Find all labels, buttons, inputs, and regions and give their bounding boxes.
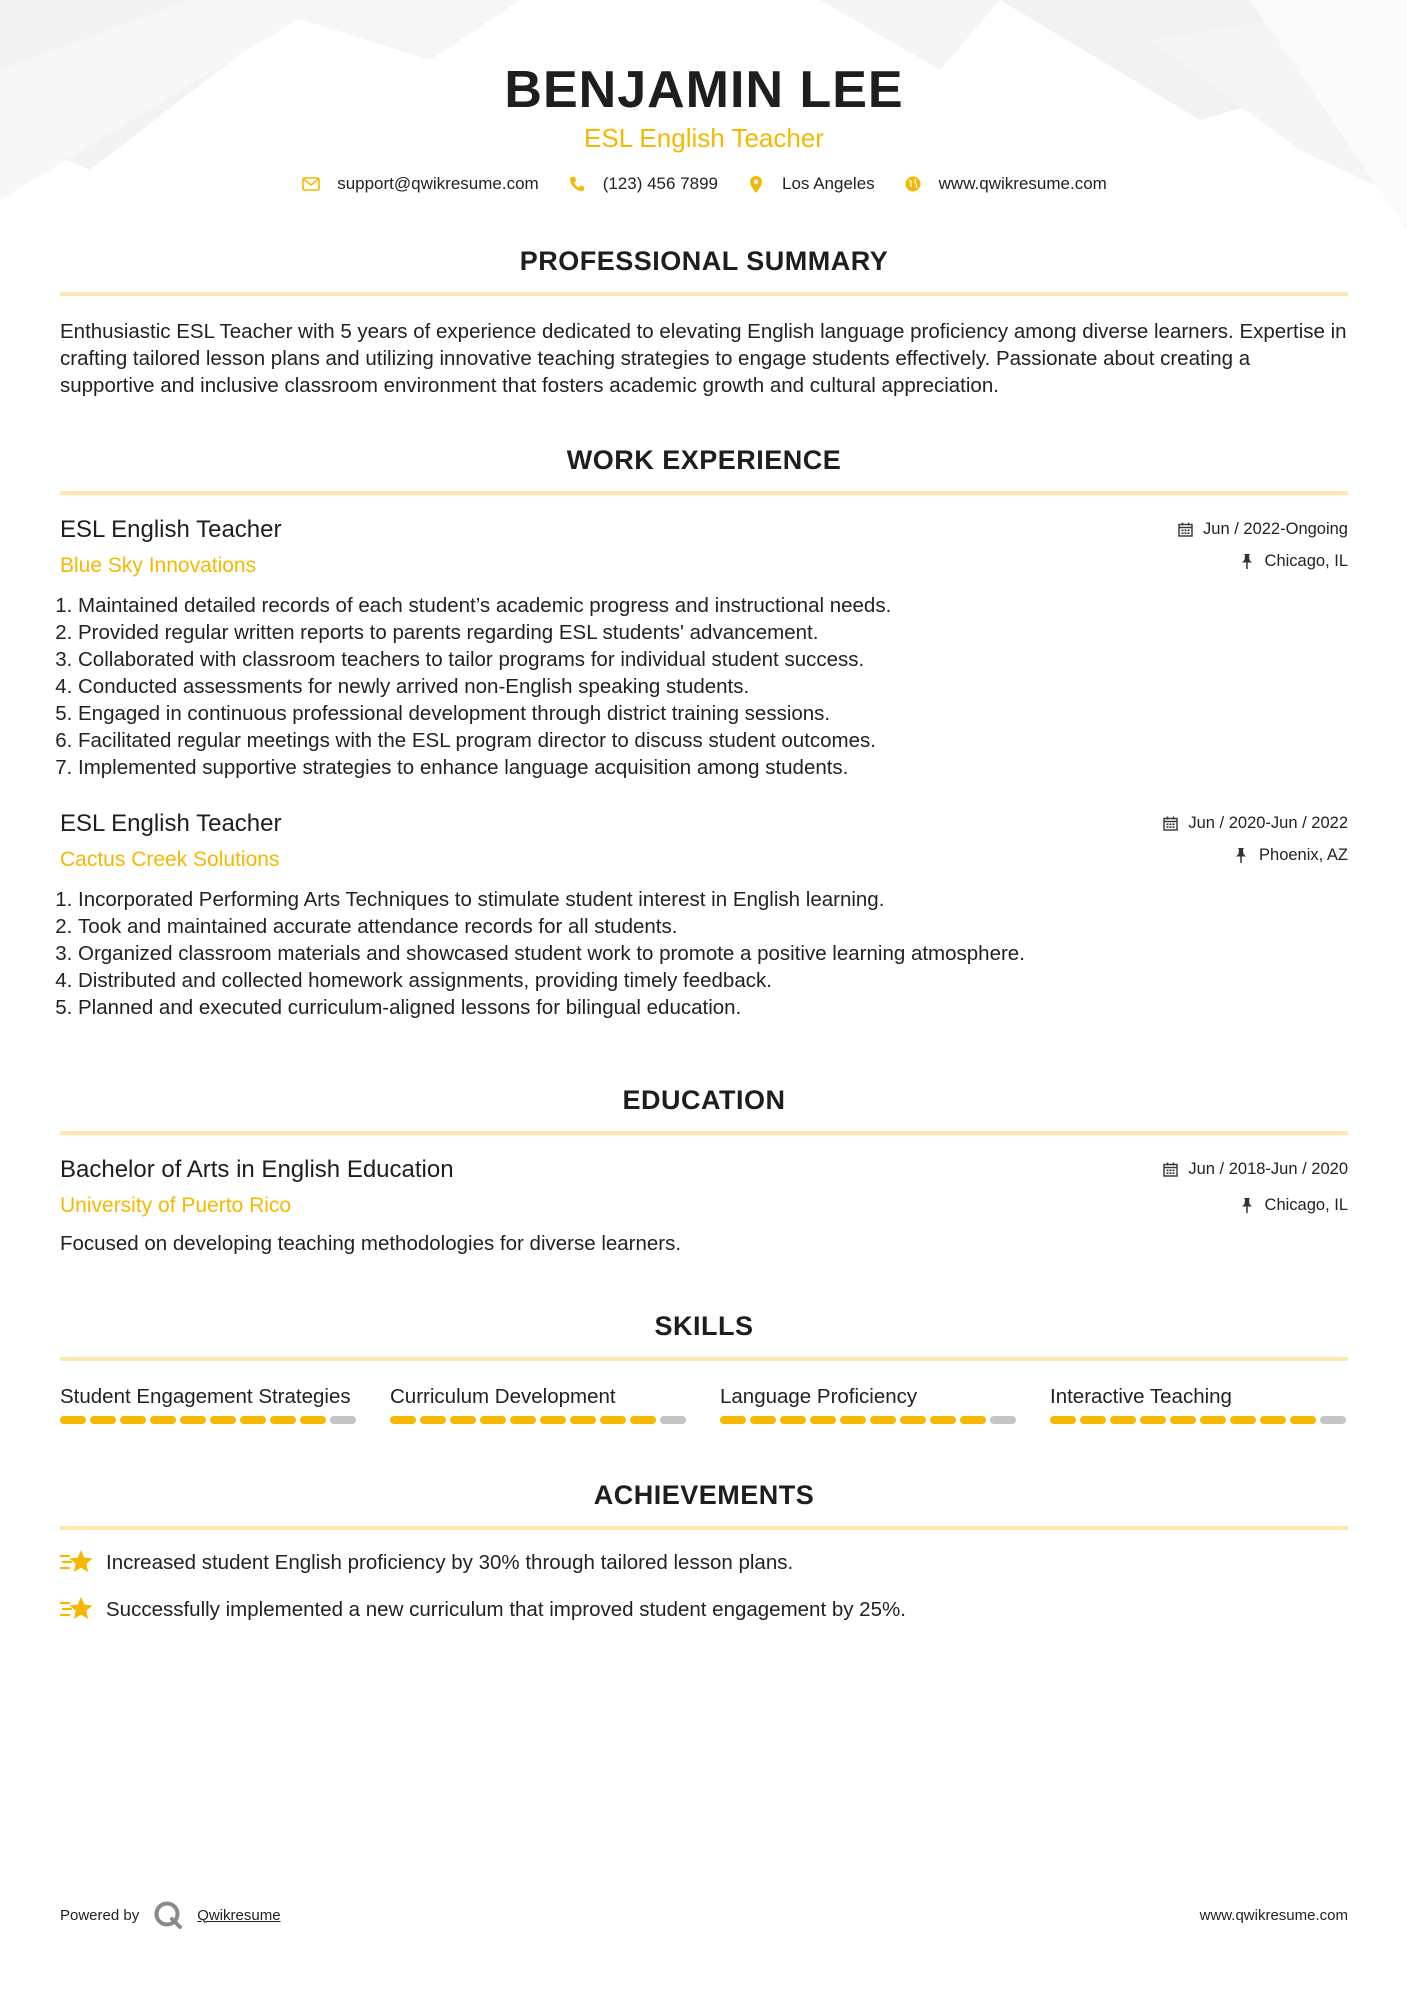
skill-segment-filled [1260,1416,1286,1424]
powered-by [60,1900,281,1930]
envelope-icon [301,174,321,194]
education-heading: EDUCATION [622,1085,786,1115]
skill-segment-filled [600,1416,626,1424]
pushpin-icon [1239,1197,1255,1213]
list-item: 2. Took and maintained accurate attendance records for all students. [78,913,1348,940]
pushpin-icon [1239,553,1255,569]
degree-title: Bachelor of Arts in English Education [60,1156,454,1183]
job-location [1162,843,1348,867]
job-company: Cactus Creek Solutions [60,848,280,871]
skill-item [720,1383,1020,1424]
list-item: 3. Organized classroom materials and showcased student work to promote a positive learning atmosphere. [78,940,1348,967]
contact-email[interactable] [301,174,539,194]
summary-section [60,244,1348,399]
education-location [1162,1193,1348,1217]
candidate-title: ESL English Teacher [584,123,824,153]
footer-website[interactable]: www.qwikresume.com [1199,1906,1348,1924]
job-location [1177,549,1348,573]
skill-item [390,1383,690,1424]
pushpin-icon [1233,847,1249,863]
skill-segment-filled [720,1416,746,1424]
skill-name: Curriculum Development [390,1385,616,1408]
experience-section [60,443,1348,1021]
skill-name: Interactive Teaching [1050,1385,1232,1408]
list-item: 1. Maintained detailed records of each student’s academic progress and instructional needs. [78,592,1348,619]
education-dates [1162,1157,1348,1181]
list-item: 4. Distributed and collected homework assignments, providing timely feedback. [78,967,1348,994]
skill-segment-filled [570,1416,596,1424]
skill-segment-filled [150,1416,176,1424]
contact-website[interactable] [903,174,1107,194]
globe-icon [903,174,923,194]
education-section [60,1083,1348,1257]
skill-level-bar [720,1416,1020,1424]
skill-segment-filled [1050,1416,1076,1424]
skill-name: Student Engagement Strategies [60,1385,351,1408]
school-name: University of Puerto Rico [60,1194,292,1217]
achievements-section [60,1478,1348,1624]
phone-icon [567,174,587,194]
summary-heading: PROFESSIONAL SUMMARY [519,246,889,276]
education-meta [1162,1157,1348,1217]
job-meta [1162,811,1348,867]
skill-segment-empty [330,1416,356,1424]
map-pin-icon [746,174,766,194]
skill-segment-filled [480,1416,506,1424]
skill-segment-filled [1200,1416,1226,1424]
contact-phone[interactable] [567,174,718,194]
education-entry [60,1155,1348,1257]
section-divider [60,292,1348,296]
achievement-item [60,1594,1348,1624]
page-footer [60,1900,1348,1930]
contact-email-text: support@qwikresume.com [337,174,539,193]
skill-segment-filled [540,1416,566,1424]
job-location-text: Chicago, IL [1264,551,1348,570]
job-location-text: Phoenix, AZ [1259,845,1348,864]
job-title: ESL English Teacher [60,810,282,837]
skill-level-bar [390,1416,690,1424]
contact-location-text: Los Angeles [782,174,875,193]
list-item: 1. Incorporated Performing Arts Techniques to stimulate student interest in English learning. [78,886,1348,913]
skill-segment-filled [240,1416,266,1424]
section-divider [60,1357,1348,1361]
job-duties [60,886,1348,1021]
list-item: 5. Engaged in continuous professional development through district training sessions. [78,700,1348,727]
job-meta [1177,517,1348,573]
contact-website-text: www.qwikresume.com [938,174,1107,193]
skills-section [60,1309,1348,1424]
skill-segment-filled [60,1416,86,1424]
achievements-heading: ACHIEVEMENTS [593,1480,815,1510]
skill-item [1050,1383,1350,1424]
section-divider [60,491,1348,495]
skill-segment-filled [1110,1416,1136,1424]
skill-segment-filled [930,1416,956,1424]
skills-list [60,1383,1348,1424]
skill-segment-filled [840,1416,866,1424]
skill-segment-empty [1320,1416,1346,1424]
job-dates [1162,811,1348,835]
contact-bar [60,174,1348,194]
calendar-icon [1162,1161,1178,1177]
skill-segment-filled [780,1416,806,1424]
job-entry [60,809,1348,1021]
star-icon [60,1547,94,1577]
skill-level-bar [1050,1416,1350,1424]
skill-segment-filled [630,1416,656,1424]
calendar-icon [1162,815,1178,831]
skill-segment-filled [90,1416,116,1424]
job-duties [60,592,1348,781]
skill-level-bar [60,1416,360,1424]
skill-segment-filled [1230,1416,1256,1424]
skill-segment-filled [870,1416,896,1424]
section-divider [60,1131,1348,1135]
job-dates [1177,517,1348,541]
education-location-text: Chicago, IL [1264,1195,1348,1214]
skill-item [60,1383,360,1424]
achievement-item [60,1547,1348,1577]
qwikresume-logo [153,1900,183,1930]
skill-segment-filled [1080,1416,1106,1424]
list-item: 4. Conducted assessments for newly arrived non-English speaking students. [78,673,1348,700]
list-item: 5. Planned and executed curriculum-aligned lessons for bilingual education. [78,994,1348,1021]
job-company: Blue Sky Innovations [60,554,257,577]
job-entry [60,515,1348,781]
resume-header [60,60,1348,194]
achievement-text: Increased student English proficiency by 30% through tailored lesson plans. [106,1550,794,1574]
skill-segment-filled [1170,1416,1196,1424]
skills-heading: SKILLS [654,1311,754,1341]
skill-segment-filled [750,1416,776,1424]
skill-segment-filled [210,1416,236,1424]
skill-segment-filled [810,1416,836,1424]
skill-segment-filled [120,1416,146,1424]
skill-segment-filled [1290,1416,1316,1424]
skill-segment-filled [510,1416,536,1424]
skill-segment-filled [420,1416,446,1424]
job-title: ESL English Teacher [60,516,282,543]
list-item: 3. Collaborated with classroom teachers to tailor programs for individual student success. [78,646,1348,673]
skill-segment-filled [900,1416,926,1424]
achievement-text: Successfully implemented a new curriculum that improved student engagement by 25%. [106,1597,906,1621]
candidate-name: BENJAMIN LEE [504,61,904,119]
calendar-icon [1177,521,1193,537]
summary-text: Enthusiastic ESL Teacher with 5 years of experience dedicated to elevating English language proficiency among diverse learners. Expertise in crafting tailored lesson plans and utilizing innovative teaching strategies to engage students effectively. Passionate about creating a supportive and inclusive classroom environment that fosters academic growth and cultural appreciation. [60,320,1347,397]
skill-segment-empty [660,1416,686,1424]
job-dates-text: Jun / 2020-Jun / 2022 [1188,813,1348,832]
list-item: 2. Provided regular written reports to parents regarding ESL students' advancement. [78,619,1348,646]
skill-segment-filled [390,1416,416,1424]
qwikresume-link[interactable]: Qwikresume [197,1906,281,1924]
contact-location [746,174,875,194]
section-divider [60,1526,1348,1530]
list-item: 6. Facilitated regular meetings with the ESL program director to discuss student outcomes. [78,727,1348,754]
skill-segment-filled [450,1416,476,1424]
skill-segment-filled [960,1416,986,1424]
powered-by-label: Powered by [60,1906,140,1924]
contact-phone-text: (123) 456 7899 [602,174,719,193]
achievements-list [60,1547,1348,1624]
skill-segment-filled [180,1416,206,1424]
skill-segment-filled [1140,1416,1166,1424]
list-item: 7. Implemented supportive strategies to enhance language acquisition among students. [78,754,1348,781]
job-dates-text: Jun / 2022-Ongoing [1203,519,1348,538]
education-description: Focused on developing teaching methodologies for diverse learners. [60,1232,682,1255]
experience-heading: WORK EXPERIENCE [566,445,842,475]
resume-page [60,0,1348,1624]
skill-segment-filled [270,1416,296,1424]
skill-segment-filled [300,1416,326,1424]
skill-name: Language Proficiency [720,1385,918,1408]
star-icon [60,1594,94,1624]
skill-segment-empty [990,1416,1016,1424]
education-dates-text: Jun / 2018-Jun / 2020 [1188,1159,1348,1178]
